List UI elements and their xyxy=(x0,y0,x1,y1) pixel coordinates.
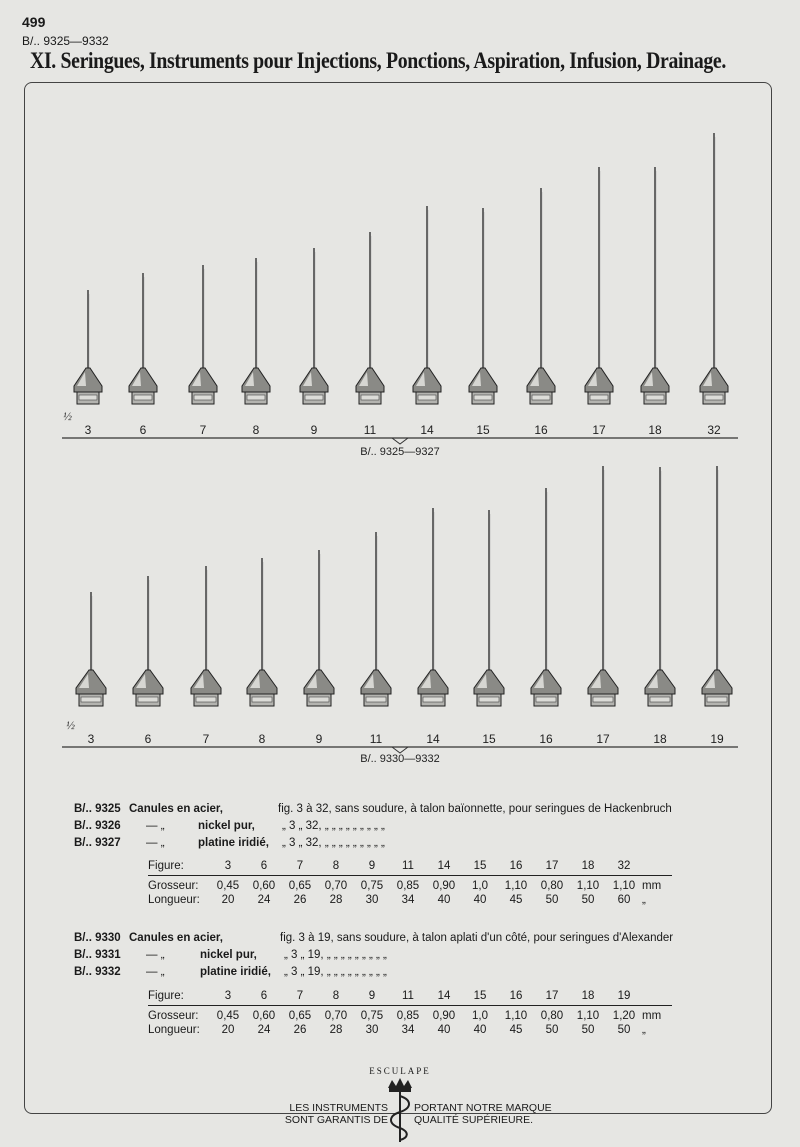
length-cell: 34 xyxy=(401,1024,415,1036)
needle-figure xyxy=(700,133,728,437)
needle-figure xyxy=(300,248,328,437)
length-cell: 30 xyxy=(365,1024,379,1036)
footer-right-line: PORTANT NOTRE MARQUE xyxy=(414,1102,552,1114)
gauge-cell: 0,85 xyxy=(396,1010,420,1022)
gauge-cell: 0,45 xyxy=(216,1010,240,1022)
product-ref: B/.. 9331 xyxy=(74,949,121,961)
footer-left-line: SONT GARANTIS DE xyxy=(284,1114,388,1126)
product-desc: „ 3 „ 19, „ „ „ „ „ „ „ „ „ xyxy=(284,949,387,961)
figure-number-label: 16 xyxy=(534,423,548,437)
figure-cell: 7 xyxy=(282,990,318,1006)
gauge-cell: 0,90 xyxy=(432,880,456,892)
figure-number-label: 6 xyxy=(139,423,147,437)
ditto-mark: — „ xyxy=(146,820,165,832)
needle-figure xyxy=(189,265,217,437)
figure-cell: 9 xyxy=(354,990,390,1006)
product-name: platine iridié, xyxy=(200,966,271,978)
needle-figure xyxy=(588,466,618,746)
length-cell: 28 xyxy=(329,1024,343,1036)
figure-number-label: 6 xyxy=(144,732,152,746)
figure-row xyxy=(148,860,672,876)
needle-figure xyxy=(247,558,277,746)
figure-number-label: 16 xyxy=(539,732,553,746)
length-cell: 20 xyxy=(221,894,235,906)
length-cell: 60 xyxy=(617,894,631,906)
gauge-cell: 1,10 xyxy=(576,880,600,892)
product-desc: fig. 3 à 32, sans soudure, à talon baïonnette, pour seringues de Hackenbruch xyxy=(278,803,672,815)
gauge-cell: 1,10 xyxy=(612,880,636,892)
product-desc: „ 3 „ 32, „ „ „ „ „ „ „ „ „ xyxy=(282,837,385,849)
gauge-cell: 0,75 xyxy=(360,880,384,892)
figure-row xyxy=(148,990,672,1006)
figure-cell: 32 xyxy=(606,860,642,876)
unit-cell xyxy=(642,990,672,1006)
figure-number-label: 14 xyxy=(420,423,434,437)
gauge-cell: 0,70 xyxy=(324,1010,348,1022)
unit-cell: mm xyxy=(642,880,662,892)
gauge-cell: 0,60 xyxy=(252,880,276,892)
needle-figure xyxy=(527,188,555,437)
unit-cell xyxy=(642,860,672,876)
gauge-cell: 0,70 xyxy=(324,880,348,892)
needle-figure xyxy=(585,167,613,437)
length-cell: 40 xyxy=(437,894,451,906)
figure-number-label: 7 xyxy=(202,732,210,746)
gauge-cell: 0,65 xyxy=(288,1010,312,1022)
product-name: nickel pur, xyxy=(200,949,257,961)
product-name: platine iridié, xyxy=(198,837,269,849)
product-ref: B/.. 9326 xyxy=(74,820,121,832)
figure-cell: 9 xyxy=(354,860,390,876)
gauge-cell: 1,10 xyxy=(504,1010,528,1022)
figure-number-label: 8 xyxy=(252,423,260,437)
product-ref: B/.. 9325 xyxy=(74,803,121,815)
gauge-label: Grosseur: xyxy=(148,880,199,892)
gauge-cell: 0,60 xyxy=(252,1010,276,1022)
gauge-cell: 0,65 xyxy=(288,880,312,892)
figure-cell: 6 xyxy=(246,990,282,1006)
figure-number-label: 15 xyxy=(482,732,496,746)
footer-right-line: QUALITÉ SUPÉRIEURE. xyxy=(414,1114,534,1126)
needle-figure xyxy=(133,576,163,746)
figure-number-label: 7 xyxy=(199,423,207,437)
gauge-cell: 0,80 xyxy=(540,880,564,892)
figure-group-label: B/.. 9330—9332 xyxy=(360,753,440,765)
length-cell: 26 xyxy=(293,1024,307,1036)
length-cell: 24 xyxy=(257,894,271,906)
product-ref: B/.. 9330 xyxy=(74,932,121,944)
gauge-cell: 0,85 xyxy=(396,880,420,892)
ditto-mark: — „ xyxy=(146,949,165,961)
needle-figure xyxy=(356,232,384,437)
gauge-cell: 1,10 xyxy=(576,1010,600,1022)
needle-row-top xyxy=(62,133,738,458)
length-cell: 50 xyxy=(545,894,559,906)
page-title: XI. Seringues, Instruments pour Injections, Ponctions, Aspiration, Infusion, Drainage. xyxy=(30,48,726,73)
footer-text-right xyxy=(414,1102,564,1126)
product-desc: fig. 3 à 19, sans soudure, à talon aplati d'un côté, pour seringues d'Alexander xyxy=(280,932,674,944)
needle-figure xyxy=(74,290,102,437)
brand-mark-text: ESCULAPE xyxy=(369,1066,431,1076)
spec-table-9330 xyxy=(148,990,672,1038)
gauge-cell: 0,75 xyxy=(360,1010,384,1022)
needle-figure xyxy=(469,208,497,437)
figure-cell: 15 xyxy=(462,990,498,1006)
figure-number-label: 14 xyxy=(426,732,440,746)
gauge-cell: 0,45 xyxy=(216,880,240,892)
length-row xyxy=(148,1024,672,1038)
figure-cell: 8 xyxy=(318,860,354,876)
figure-cell: 18 xyxy=(570,860,606,876)
product-ref: B/.. 9332 xyxy=(74,966,121,978)
gauge-cell: 0,80 xyxy=(540,1010,564,1022)
needle-figure xyxy=(191,566,221,746)
length-cell: 30 xyxy=(365,894,379,906)
figure-cell: 8 xyxy=(318,990,354,1006)
figure-cell: 11 xyxy=(390,990,426,1006)
figure-cell: 18 xyxy=(570,990,606,1006)
gauge-cell: 1,0 xyxy=(472,880,488,892)
length-row xyxy=(148,894,672,908)
gauge-cell: 1,20 xyxy=(612,1010,636,1022)
figure-number-label: 17 xyxy=(596,732,610,746)
needle-figure xyxy=(418,508,448,746)
group-bracket-mark xyxy=(392,438,408,444)
unit-cell: „ xyxy=(642,1024,646,1036)
gauge-cell: 0,90 xyxy=(432,1010,456,1022)
figure-cell: 14 xyxy=(426,860,462,876)
figure-group-label: B/.. 9325—9327 xyxy=(360,446,440,458)
length-cell: 50 xyxy=(581,1024,595,1036)
gauge-row xyxy=(148,876,672,895)
figure-cell: 6 xyxy=(246,860,282,876)
product-ref: B/.. 9327 xyxy=(74,837,121,849)
scale-mark: ½ xyxy=(66,718,75,732)
figure-label: Figure: xyxy=(148,860,210,876)
figure-number-label: 11 xyxy=(369,732,383,746)
length-cell: 50 xyxy=(617,1024,631,1036)
product-desc: „ 3 „ 19, „ „ „ „ „ „ „ „ „ xyxy=(284,966,387,978)
needle-figure xyxy=(361,532,391,746)
length-label: Longueur: xyxy=(148,894,200,906)
length-cell: 40 xyxy=(437,1024,451,1036)
needle-figure xyxy=(702,466,732,746)
gauge-cell: 1,0 xyxy=(472,1010,488,1022)
figure-cell: 17 xyxy=(534,990,570,1006)
figure-cell: 19 xyxy=(606,990,642,1006)
length-cell: 50 xyxy=(581,894,595,906)
product-name: Canules en acier, xyxy=(129,932,223,944)
unit-cell: mm xyxy=(642,1010,662,1022)
footer-text-left xyxy=(258,1102,388,1126)
needle-figure xyxy=(304,550,334,746)
length-cell: 28 xyxy=(329,894,343,906)
product-name: nickel pur, xyxy=(198,820,255,832)
needle-figure xyxy=(474,510,504,746)
figure-cell: 17 xyxy=(534,860,570,876)
gauge-row xyxy=(148,1006,672,1025)
length-label: Longueur: xyxy=(148,1024,200,1036)
catalog-ref-range: B/.. 9325—9332 xyxy=(22,34,109,48)
scale-mark: ½ xyxy=(63,409,72,423)
figure-cell: 16 xyxy=(498,860,534,876)
ditto-mark: — „ xyxy=(146,837,165,849)
length-cell: 45 xyxy=(509,894,523,906)
product-name: Canules en acier, xyxy=(129,803,223,815)
figure-cell: 11 xyxy=(390,860,426,876)
figure-number-label: 15 xyxy=(476,423,490,437)
needle-figure xyxy=(641,167,669,437)
figure-cell: 14 xyxy=(426,990,462,1006)
figure-number-label: 8 xyxy=(258,732,266,746)
figure-cell: 3 xyxy=(210,990,246,1006)
needle-row-bottom xyxy=(62,466,738,765)
product-desc: „ 3 „ 32, „ „ „ „ „ „ „ „ „ xyxy=(282,820,385,832)
needle-figure xyxy=(242,258,270,437)
needle-figure xyxy=(76,592,106,746)
figure-label: Figure: xyxy=(148,990,210,1006)
figure-number-label: 17 xyxy=(592,423,606,437)
figure-number-label: 18 xyxy=(653,732,667,746)
footer-left-line: LES INSTRUMENTS xyxy=(289,1102,388,1114)
figure-cell: 3 xyxy=(210,860,246,876)
ditto-mark: — „ xyxy=(146,966,165,978)
figure-number-label: 3 xyxy=(84,423,92,437)
length-cell: 40 xyxy=(473,1024,487,1036)
unit-cell: „ xyxy=(642,894,646,906)
needle-figure xyxy=(531,488,561,746)
needle-figure xyxy=(645,467,675,746)
length-cell: 24 xyxy=(257,1024,271,1036)
gauge-cell: 1,10 xyxy=(504,880,528,892)
figure-number-label: 32 xyxy=(707,423,721,437)
length-cell: 45 xyxy=(509,1024,523,1036)
page-number: 499 xyxy=(22,14,46,30)
figure-cell: 15 xyxy=(462,860,498,876)
length-cell: 40 xyxy=(473,894,487,906)
figure-number-label: 18 xyxy=(648,423,662,437)
figure-number-label: 9 xyxy=(315,732,323,746)
needle-figure xyxy=(129,273,157,437)
figure-number-label: 19 xyxy=(710,732,724,746)
needle-figure xyxy=(413,206,441,437)
spec-table-9325 xyxy=(148,860,672,908)
figure-number-label: 3 xyxy=(87,732,95,746)
gauge-label: Grosseur: xyxy=(148,1010,199,1022)
length-cell: 50 xyxy=(545,1024,559,1036)
length-cell: 20 xyxy=(221,1024,235,1036)
length-cell: 26 xyxy=(293,894,307,906)
figure-cell: 7 xyxy=(282,860,318,876)
figure-cell: 16 xyxy=(498,990,534,1006)
figure-number-label: 11 xyxy=(363,423,377,437)
length-cell: 34 xyxy=(401,894,415,906)
figure-number-label: 9 xyxy=(310,423,318,437)
